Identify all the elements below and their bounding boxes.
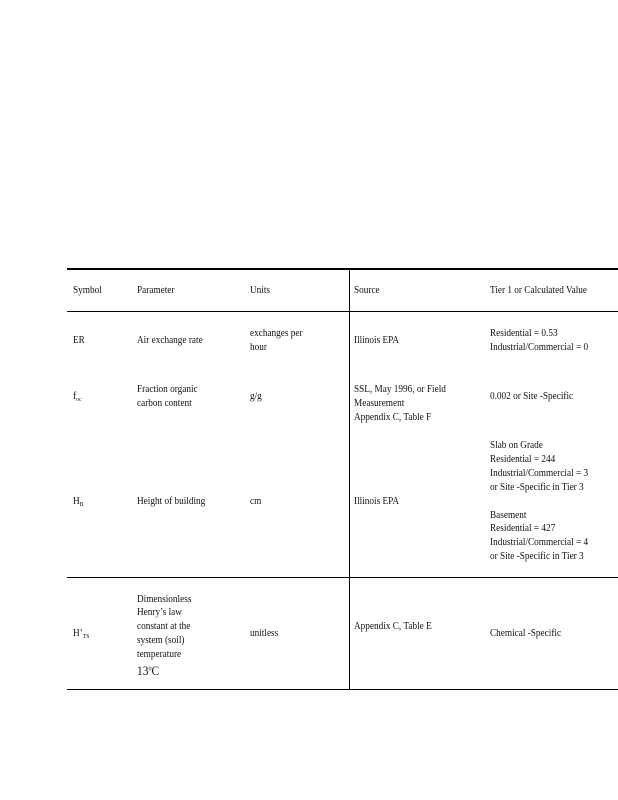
- table-top-rule: [67, 268, 618, 270]
- row-foc-parameter-line2: carbon content: [137, 398, 192, 409]
- row-foc-value: 0.002 or Site -Specific: [490, 391, 574, 402]
- row-er-value-line1: Residential = 0.53: [490, 328, 558, 339]
- row-hb-value-line: Basement: [490, 510, 527, 521]
- row-er-units-line2: hour: [250, 342, 267, 353]
- row-hts-parameter-line: constant at the: [137, 621, 191, 632]
- row-hb-units: cm: [250, 496, 262, 507]
- row-er-value-line2: Industrial/Commercial = 0: [490, 342, 589, 353]
- row-hb-value-line: Residential = 244: [490, 454, 556, 465]
- row-hts-source: Appendix C, Table E: [354, 621, 432, 632]
- header-units: Units: [250, 285, 271, 296]
- header-symbol: Symbol: [73, 285, 102, 296]
- row-foc-parameter-line1: Fraction organic: [137, 384, 198, 395]
- row3-bottom-rule: [67, 577, 618, 578]
- row-foc-source-line2: Measurement: [354, 398, 405, 409]
- row-er-parameter: Air exchange rate: [137, 335, 203, 346]
- row-hts-parameter-line: system (soil): [137, 635, 185, 646]
- row-foc-source-line1: SSL, May 1996, or Field: [354, 384, 446, 395]
- row-er-units-line1: exchanges per: [250, 328, 303, 339]
- row-hts-parameter-line: Henry’s law: [137, 607, 182, 618]
- row-er-symbol: ER: [73, 335, 85, 346]
- row-hb-symbol: $H_B$: [73, 496, 84, 508]
- row-hts-parameter-line: temperature: [137, 649, 182, 660]
- header-parameter: Parameter: [137, 285, 175, 296]
- header-source: Source: [354, 285, 380, 296]
- row-hts-temperature: 13$^o$C: [137, 663, 160, 678]
- row-hb-value-line: or Site -Specific in Tier 3: [490, 482, 584, 493]
- header-bottom-rule: [67, 311, 618, 312]
- row-hb-value-line: or Site -Specific in Tier 3: [490, 551, 584, 562]
- row-hb-value-line: Industrial/Commercial = 4: [490, 537, 589, 548]
- row-foc-source-line3: Appendix C, Table F: [354, 412, 432, 423]
- row-hb-source: Illinois EPA: [354, 496, 400, 507]
- row-hb-parameter: Height of building: [137, 496, 206, 507]
- row-hts-parameter-line: Dimensionless: [137, 594, 192, 605]
- header-value: Tier 1 or Calculated Value: [490, 285, 588, 296]
- table-bottom-rule: [67, 689, 618, 690]
- row-hts-value: Chemical -Specific: [490, 628, 562, 639]
- row-hb-value-line: Slab on Grade: [490, 440, 543, 451]
- column-divider: [349, 268, 350, 690]
- row-hts-symbol: $H’_{TS}$: [73, 628, 90, 640]
- row-foc-symbol: $f_{oc}$: [73, 391, 82, 403]
- row-er-source: Illinois EPA: [354, 335, 400, 346]
- row-foc-units: g/g: [250, 391, 262, 402]
- row-hts-units: unitless: [250, 628, 279, 639]
- row-hb-value-line: Industrial/Commercial = 3: [490, 468, 589, 479]
- row-hb-value-line: Residential = 427: [490, 523, 556, 534]
